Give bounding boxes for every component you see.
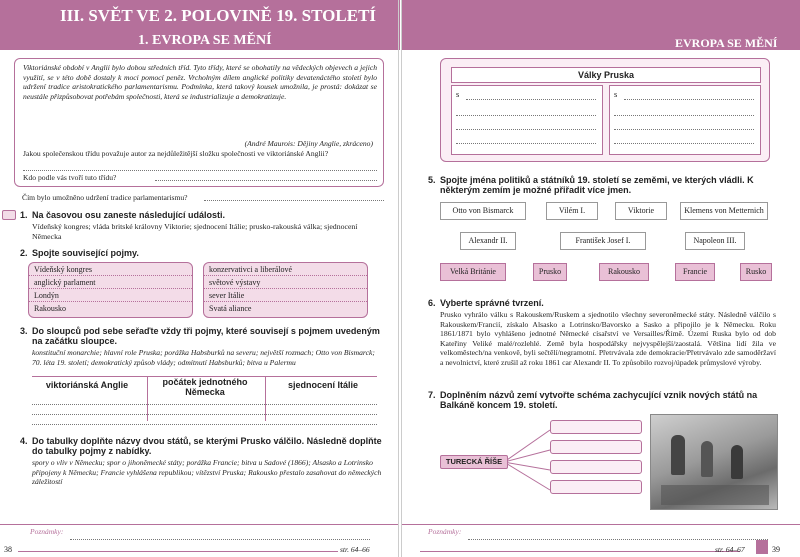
timeline-icon bbox=[2, 210, 16, 220]
page-subtitle: 1. EVROPA SE MĚNÍ bbox=[138, 33, 272, 48]
country-label[interactable]: Rakousko bbox=[599, 263, 649, 281]
country-label[interactable]: Velká Británie bbox=[440, 263, 506, 281]
answer-line[interactable] bbox=[624, 90, 754, 100]
answer-line[interactable] bbox=[456, 106, 596, 116]
task-2-title: Spojte související pojmy. bbox=[32, 248, 139, 258]
answer-line[interactable] bbox=[155, 171, 377, 181]
ground-shape bbox=[661, 485, 769, 505]
footer-rule bbox=[420, 551, 740, 552]
page-number-left: 38 bbox=[4, 545, 12, 554]
wars-prefix: s bbox=[456, 90, 460, 99]
country-label[interactable]: Francie bbox=[675, 263, 715, 281]
task-5-number: 5. bbox=[428, 175, 436, 185]
source-question-1: Jakou společenskou třídu považuje autor za nejdůležitější složku společnosti ve viktoriánské Anglii? bbox=[23, 149, 329, 158]
column-header: viktoriánská Anglie bbox=[45, 380, 129, 390]
schema-answer-box[interactable] bbox=[550, 480, 642, 494]
page-title: III. SVĚT VE 2. POLOVINĚ 19. STOLETÍ bbox=[60, 6, 377, 25]
politician-name[interactable]: Alexandr II. bbox=[460, 232, 516, 250]
wars-column-2 bbox=[609, 85, 761, 155]
soldier-figure bbox=[731, 445, 743, 479]
wars-title-cell bbox=[451, 67, 761, 83]
wars-prefix: s bbox=[614, 90, 618, 99]
schema-connector bbox=[504, 430, 550, 462]
source-question-2: Kdo podle vás tvoří tuto třídu? bbox=[23, 173, 117, 182]
notes-label: Poznámky: bbox=[428, 527, 462, 536]
answer-line[interactable] bbox=[456, 134, 596, 144]
term-left[interactable]: Rakousko bbox=[34, 304, 66, 313]
task-4-text: spory o vliv v Německu; spor o jihoněmecké státy; porážka Francie; bitva u Sadové (1866); Alsasko a Lotrinsko připojeny k Německu; Francie vyhlášena republikou; vítězství Pruska; Rakousko přestalo zasahovat do německých záležitostí bbox=[32, 458, 382, 487]
terms-left-box bbox=[28, 262, 193, 318]
task-1-text: Vídeňský kongres; vláda britské královny Viktorie; sjednocení Itálie; prusko-rakouská válka; sjednocení Německa bbox=[32, 222, 358, 242]
task-3-title: Do sloupců pod sebe seřaďte vždy tři pojmy, které souvisejí s pojmem uvedeným na začátku sloupce. bbox=[32, 326, 380, 346]
answer-line[interactable] bbox=[614, 106, 754, 116]
terms-right-box bbox=[203, 262, 368, 318]
task-3-number: 3. bbox=[20, 326, 28, 336]
battle-illustration bbox=[650, 414, 778, 510]
term-right[interactable]: Svatá aliance bbox=[209, 304, 252, 313]
term-left[interactable]: anglický parlament bbox=[29, 276, 192, 289]
source-box bbox=[14, 58, 384, 187]
page-number-right: 39 bbox=[772, 545, 780, 554]
politician-name[interactable]: Klemens von Metternich bbox=[680, 202, 768, 220]
columns-table bbox=[32, 376, 377, 420]
country-label[interactable]: Rusko bbox=[740, 263, 772, 281]
footer-rule bbox=[18, 551, 338, 552]
task-1-number: 1. bbox=[20, 210, 28, 220]
answer-line[interactable] bbox=[466, 90, 596, 100]
soldier-figure bbox=[701, 441, 713, 477]
answer-line[interactable] bbox=[204, 191, 384, 201]
task-7-number: 7. bbox=[428, 390, 436, 400]
task-6-title: Vyberte správné tvrzení. bbox=[440, 298, 544, 308]
politician-name[interactable]: František Josef I. bbox=[560, 232, 646, 250]
politician-name[interactable]: Viktorie bbox=[615, 202, 667, 220]
schema-connector bbox=[504, 450, 550, 462]
column-header: počátek jednotného Německa bbox=[162, 377, 248, 397]
footer-rule bbox=[402, 524, 800, 525]
term-left[interactable]: Londýn bbox=[29, 289, 192, 302]
notes-line[interactable] bbox=[70, 530, 370, 540]
answer-line[interactable] bbox=[456, 120, 596, 130]
task-4-number: 4. bbox=[20, 436, 28, 446]
term-left[interactable]: Vídeňský kongres bbox=[29, 263, 192, 276]
right-header-title: EVROPA SE MĚNÍ bbox=[675, 36, 778, 50]
answer-line[interactable] bbox=[23, 161, 377, 171]
answer-line[interactable] bbox=[32, 395, 377, 405]
wars-title: Války Pruska bbox=[577, 70, 635, 80]
politician-name[interactable]: Vilém I. bbox=[546, 202, 598, 220]
footer-rule bbox=[0, 524, 398, 525]
column-header: sjednocení Itálie bbox=[287, 380, 359, 390]
soldier-figure bbox=[671, 435, 685, 475]
schema-answer-box[interactable] bbox=[550, 420, 642, 434]
page-ref-right: str. 64–67 bbox=[715, 545, 745, 554]
answer-line[interactable] bbox=[32, 415, 377, 425]
notes-line[interactable] bbox=[468, 530, 768, 540]
source-citation: (André Maurois: Dějiny Anglie, zkráceno) bbox=[244, 139, 373, 148]
term-right[interactable]: světové výstavy bbox=[204, 276, 367, 289]
wars-table bbox=[440, 58, 770, 162]
wars-column-1 bbox=[451, 85, 603, 155]
task-6-text: Prusko vyhrálo válku s Rakouskem/Ruskem a sjednotilo všechny severoněmecké státy. Následně válčilo s Rakouskem/Francií, získalo Alsasko a Lotrinsko/Bavorsko a Sasko a připojilo je k Německu. Roku 1861/1871 bylo vyhlášeno jednotné Německé císařství ve Versailles/Římě. Území Ruska bylo od dob Kateřiny Veliké malé/rozlehlé. Země byla hospodářsky nejvyspělejší/zaostalá. Většina lidí žila ve velkoměstech/na venkově, byli sečtělí/negramotní. Přetrvávala zde demokracie/Přetrvávalo zde samoděržaví a nevolnictví, které zrušil až roku 1861 car Alexandr II. To způsobilo rozvoj/úpadek průmyslové výroby. bbox=[440, 310, 776, 367]
task-1-title: Na časovou osu zaneste následující události. bbox=[32, 210, 226, 220]
page-ref-left: str. 64–66 bbox=[340, 545, 370, 554]
schema-answer-box[interactable] bbox=[550, 440, 642, 454]
country-label[interactable]: Prusko bbox=[533, 263, 567, 281]
source-quote: Viktoriánské období v Anglii bylo dobou středních tříd. Tyto třídy, které se obohatily na vědeckých objevech a jejich využití, se v této době dostaly k moci pomocí peněz. Vrcholným dílem anglické politiky devatenáctého století bylo udržení tradice aristokratického parlamentarismu. Podmínka, která takový kousek umožnila, je prostá: dokázat se neustále přizpůsobovat potřebám společnosti, která se industrializuje a demokratizuje. bbox=[23, 63, 377, 101]
politician-name[interactable]: Otto von Bismarck bbox=[440, 202, 526, 220]
politician-name[interactable]: Napoleon III. bbox=[685, 232, 745, 250]
term-right[interactable]: sever Itálie bbox=[204, 289, 367, 302]
task-3-text: konstituční monarchie; hlavní role Pruska; porážka Habsburků na severu; největší rozmach; Otto von Bismarck; 70. léta 19. století; demokratický způsob vlády; odmítnutí Habsburků; bitva u Palermu bbox=[32, 348, 375, 367]
schema-root: TURECKÁ ŘÍŠE bbox=[440, 455, 508, 469]
source-question-3: Čím bylo umožněno udržení tradice parlamentarismu? bbox=[22, 193, 188, 202]
notes-label: Poznámky: bbox=[30, 527, 64, 536]
answer-line[interactable] bbox=[32, 405, 377, 415]
task-5-title: Spojte jména politiků a státníků 19. století se zeměmi, ve kterých vládli. K některým zemím je možné přiřadit více jmen. bbox=[440, 175, 754, 195]
term-right[interactable]: konzervativci a liberálové bbox=[204, 263, 367, 276]
answer-line[interactable] bbox=[614, 120, 754, 130]
schema-answer-box[interactable] bbox=[550, 460, 642, 474]
task-2-number: 2. bbox=[20, 248, 28, 258]
page-corner-marker bbox=[756, 540, 768, 554]
answer-line[interactable] bbox=[614, 134, 754, 144]
task-7-title: Doplněním názvů zemí vytvořte schéma zachycující vznik nových států na Balkáně koncem 19. století. bbox=[440, 390, 758, 410]
book-spine bbox=[398, 0, 402, 557]
task-6-number: 6. bbox=[428, 298, 436, 308]
task-4-title: Do tabulky doplňte názvy dvou států, se kterými Prusko válčilo. Následně doplňte do tabulky pojmy z nabídky. bbox=[32, 436, 382, 456]
